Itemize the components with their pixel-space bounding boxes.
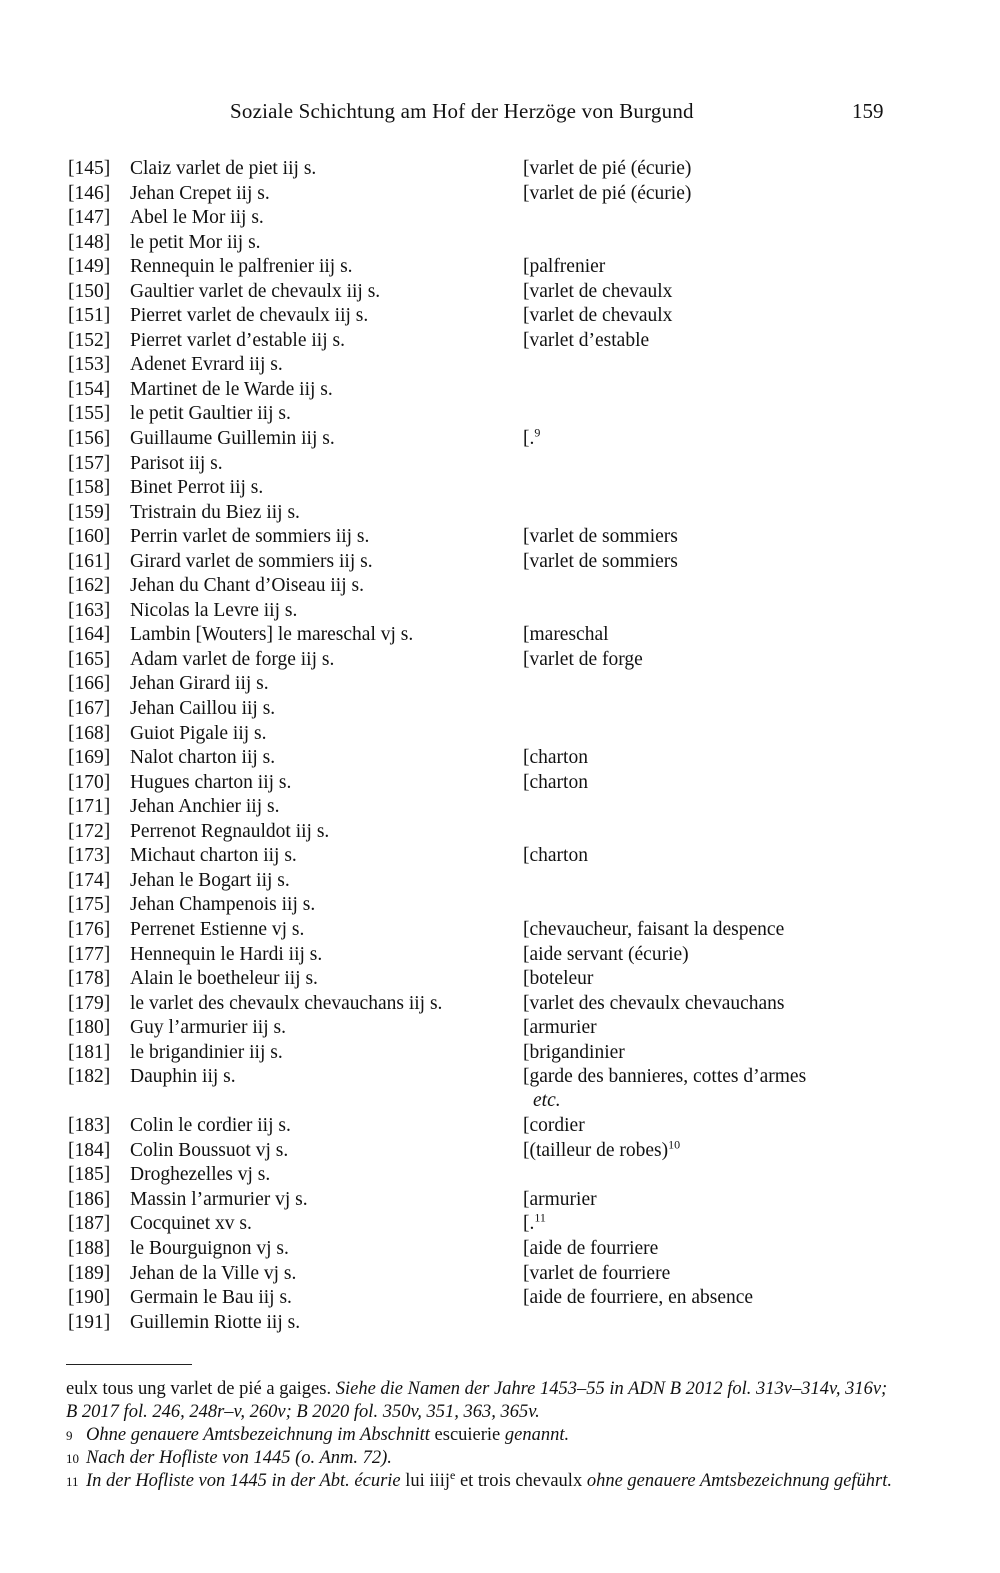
entry-row — [68, 820, 948, 845]
entry-function — [523, 771, 923, 795]
footnote-ref: 9 — [534, 425, 541, 440]
entry-name: Adam varlet de forge iij s. — [130, 648, 335, 670]
entry-row — [68, 992, 948, 1017]
entry-row — [68, 353, 948, 378]
entry-function-text: [varlet des chevaulx chevauchans — [523, 992, 785, 1014]
entry-row — [68, 427, 948, 452]
entry-row — [68, 476, 948, 501]
entry-number: [149] — [68, 256, 111, 278]
entry-function-text: [aide de fourriere — [523, 1237, 659, 1259]
entry-row — [68, 525, 948, 550]
footnote-9 — [66, 1424, 896, 1447]
entry-number: [179] — [68, 992, 111, 1014]
entry-row — [68, 182, 948, 207]
entry-number: [177] — [68, 943, 111, 965]
entry-function — [523, 550, 923, 574]
entry-function — [523, 623, 923, 647]
footnote-9-text-b: escuierie — [434, 1425, 501, 1445]
footnote-continuation-text: eulx tous ung varlet de pié a gaiges. — [66, 1379, 332, 1399]
entry-number: [167] — [68, 698, 111, 720]
entry-number: [151] — [68, 305, 111, 327]
entry-row — [68, 771, 948, 796]
entry-number: [173] — [68, 845, 111, 867]
entry-name: Nalot charton iij s. — [130, 747, 276, 769]
entry-name: Jehan Champenois iij s. — [130, 894, 316, 916]
entry-number: [189] — [68, 1262, 111, 1284]
page-header — [0, 99, 1000, 129]
entry-name: Gaultier varlet de chevaulx iij s. — [130, 280, 381, 302]
footnote-11-text-c: lui iiij — [405, 1471, 450, 1491]
entry-name: Jehan Caillou iij s. — [130, 698, 276, 720]
entry-row — [68, 599, 948, 624]
entry-name: le petit Gaultier iij s. — [130, 403, 291, 425]
entry-number: [175] — [68, 894, 111, 916]
entry-row — [68, 206, 948, 231]
entry-function — [523, 280, 923, 304]
entry-row — [68, 1286, 948, 1311]
footnote-11-mark: 11 — [66, 1474, 79, 1489]
entry-name: Perrenet Estienne vj s. — [130, 918, 305, 940]
entry-function-text: [cordier — [523, 1115, 585, 1137]
entry-function-text: [varlet de fourriere — [523, 1262, 671, 1284]
footnote-10-mark: 10 — [66, 1451, 79, 1466]
entry-name: Guillemin Riotte iij s. — [130, 1311, 301, 1333]
entry-name: Guiot Pigale iij s. — [130, 722, 267, 744]
footnote-10-text: Nach der Hofliste von 1445 (o. Anm. 72). — [86, 1448, 392, 1468]
entry-number: [176] — [68, 918, 111, 940]
entry-function — [523, 329, 923, 353]
entry-name: le petit Mor iij s. — [130, 231, 261, 253]
entry-name: Tristrain du Biez iij s. — [130, 501, 300, 523]
entry-list — [68, 157, 948, 1335]
entry-function — [523, 525, 923, 549]
entry-name: le Bourguignon vj s. — [130, 1237, 289, 1259]
entry-name: le varlet des chevaulx chevauchans iij s. — [130, 992, 443, 1014]
entry-name: Guillaume Guillemin iij s. — [130, 428, 335, 450]
footnotes — [66, 1378, 896, 1493]
entry-function-text: [chevaucheur, faisant la despence — [523, 918, 785, 940]
footnote-9-mark: 9 — [66, 1428, 73, 1443]
entry-number: [150] — [68, 280, 111, 302]
entry-row — [68, 844, 948, 869]
entry-row — [68, 746, 948, 771]
entry-row — [68, 623, 948, 648]
entry-number: [190] — [68, 1287, 111, 1309]
footnote-9-text-a: Ohne genauere Amtsbezeichnung im Abschnitt — [86, 1425, 430, 1445]
entry-row — [68, 672, 948, 697]
entry-function-text: [aide de fourriere, en absence — [523, 1287, 754, 1309]
entry-function — [523, 1016, 923, 1040]
entry-row — [68, 157, 948, 182]
footnote-11-sup: e — [449, 1467, 456, 1482]
entry-name: Girard varlet de sommiers iij s. — [130, 550, 373, 572]
entry-number: [183] — [68, 1115, 111, 1137]
footnote-rule — [66, 1364, 192, 1365]
entry-function-text: [garde des bannieres, cottes d’armes — [523, 1066, 807, 1088]
entry-row — [68, 1114, 948, 1139]
entry-row — [68, 574, 948, 599]
footnote-10 — [66, 1447, 896, 1470]
entry-name: Pierret varlet de chevaulx iij s. — [130, 305, 369, 327]
entry-function — [523, 157, 923, 181]
entry-function-text: [(tailleur de robes) — [523, 1139, 669, 1161]
entry-name: Jehan Anchier iij s. — [130, 796, 280, 818]
entry-row — [68, 1041, 948, 1066]
entry-name: Abel le Mor iij s. — [130, 207, 264, 229]
entry-name: Colin le cordier iij s. — [130, 1115, 291, 1137]
footnote-continuation-italic: Siehe die Namen der Jahre 1453–55 in ADN B 2012 fol. 313v–314v, 316v; B 2017 fol. 246, 248r–v, 260v; B 2020 fol. 350v, 351, 363, 365v. — [66, 1379, 888, 1422]
entry-function-text: [palfrenier — [523, 256, 606, 278]
footnote-11 — [66, 1467, 896, 1493]
entry-number: [158] — [68, 477, 111, 499]
entry-function — [523, 992, 923, 1016]
entry-row — [68, 1139, 948, 1164]
entry-function — [523, 746, 923, 770]
entry-number: [188] — [68, 1237, 111, 1259]
entry-function-text: [armurier — [523, 1188, 597, 1210]
entry-number: [178] — [68, 968, 111, 990]
entry-row — [68, 722, 948, 747]
entry-name: Germain le Bau iij s. — [130, 1287, 292, 1309]
entry-number: [164] — [68, 624, 111, 646]
entry-name: Perrenot Regnauldot iij s. — [130, 820, 330, 842]
footnote-continuation — [66, 1378, 896, 1424]
entry-row — [68, 255, 948, 280]
entry-function-text: [mareschal — [523, 624, 609, 646]
footnote-ref: 11 — [534, 1210, 546, 1225]
entry-number: [174] — [68, 869, 111, 891]
entry-function — [523, 1041, 923, 1065]
entry-row — [68, 795, 948, 820]
entry-number: [156] — [68, 428, 111, 450]
entry-name: le brigandinier iij s. — [130, 1041, 283, 1063]
entry-name: Jehan Girard iij s. — [130, 673, 269, 695]
entry-name: Colin Boussuot vj s. — [130, 1139, 289, 1161]
entry-row — [68, 943, 948, 968]
entry-function-text: [brigandinier — [523, 1041, 625, 1063]
footnote-11-text-d: et trois chevaulx — [459, 1471, 583, 1491]
entry-function-continuation: etc. — [533, 1090, 561, 1112]
entry-function-text: [varlet de chevaulx — [523, 305, 673, 327]
entry-function-text: [. — [523, 428, 535, 450]
footnote-9-text-c: genannt. — [504, 1425, 570, 1445]
entry-function — [523, 943, 923, 967]
entry-row — [68, 501, 948, 526]
entry-function-text: [charton — [523, 747, 588, 769]
entry-function — [523, 1114, 923, 1138]
entry-row — [68, 918, 948, 943]
entry-row — [68, 1188, 948, 1213]
entry-row — [68, 869, 948, 894]
entry-number: [160] — [68, 526, 111, 548]
entry-function — [523, 1188, 923, 1212]
entry-name: Jehan Crepet iij s. — [130, 182, 270, 204]
entry-name: Cocquinet xv s. — [130, 1213, 252, 1235]
entry-row — [68, 1016, 948, 1041]
entry-number: [146] — [68, 182, 111, 204]
entry-function — [523, 648, 923, 672]
entry-name: Alain le boetheleur iij s. — [130, 968, 318, 990]
entry-number: [165] — [68, 648, 111, 670]
entry-function — [523, 255, 923, 279]
entry-row — [68, 893, 948, 918]
entry-row — [68, 967, 948, 992]
footnote-ref: 10 — [668, 1137, 681, 1152]
entry-name: Dauphin iij s. — [130, 1066, 236, 1088]
page-number: 159 — [852, 99, 884, 123]
entry-name: Adenet Evrard iij s. — [130, 354, 283, 376]
entry-function — [523, 182, 923, 206]
entry-function-text: [varlet de pié (écurie) — [523, 158, 692, 179]
entry-number: [155] — [68, 403, 111, 425]
entry-number: [169] — [68, 747, 111, 769]
entry-function — [523, 967, 923, 991]
entry-function — [523, 918, 923, 942]
entry-name: Hennequin le Hardi iij s. — [130, 943, 323, 965]
entry-number: [147] — [68, 207, 111, 229]
entry-number: [180] — [68, 1017, 111, 1039]
entry-row — [68, 697, 948, 722]
entry-function-text: [varlet d’estable — [523, 329, 650, 351]
entry-number: [182] — [68, 1066, 111, 1088]
entry-function-text: [aide servant (écurie) — [523, 943, 689, 965]
entry-function — [523, 1139, 923, 1163]
entry-function-text: [varlet de forge — [523, 648, 643, 670]
entry-function — [523, 304, 923, 328]
entry-name: Guy l’armurier iij s. — [130, 1017, 286, 1039]
entry-number: [168] — [68, 722, 111, 744]
entry-number: [163] — [68, 599, 111, 621]
entry-name: Jehan de la Ville vj s. — [130, 1262, 297, 1284]
entry-name: Pierret varlet d’estable iij s. — [130, 329, 345, 351]
entry-name: Perrin varlet de sommiers iij s. — [130, 526, 370, 548]
entry-name: Parisot iij s. — [130, 452, 223, 474]
entry-function — [523, 427, 923, 451]
entry-row — [68, 1262, 948, 1287]
entry-name: Hugues charton iij s. — [130, 771, 292, 793]
entry-function — [523, 1262, 923, 1286]
entry-row — [68, 402, 948, 427]
entry-number: [166] — [68, 673, 111, 695]
entry-number: [185] — [68, 1164, 111, 1186]
footnote-11-text-b: écurie — [354, 1471, 401, 1491]
entry-row — [68, 1163, 948, 1188]
entry-row — [68, 648, 948, 673]
entry-row — [68, 452, 948, 477]
entry-number: [186] — [68, 1188, 111, 1210]
footnote-11-text-a: In der Hofliste von 1445 in der Abt. — [86, 1471, 350, 1491]
entry-name: Michaut charton iij s. — [130, 845, 297, 867]
entry-row — [68, 280, 948, 305]
entry-number: [170] — [68, 771, 111, 793]
entry-function-text: [charton — [523, 845, 588, 867]
entry-row — [68, 1311, 948, 1336]
entry-function-text: [armurier — [523, 1017, 597, 1039]
entry-name: Binet Perrot iij s. — [130, 477, 264, 499]
entry-function-text: [varlet de sommiers — [523, 526, 678, 548]
entry-function-text: [varlet de chevaulx — [523, 280, 673, 302]
entry-function — [523, 1237, 923, 1261]
entry-number: [162] — [68, 575, 111, 597]
entry-name: Jehan le Bogart iij s. — [130, 869, 290, 891]
entry-number: [187] — [68, 1213, 111, 1235]
entry-number: [148] — [68, 231, 111, 253]
entry-name: Lambin [Wouters] le mareschal vj s. — [130, 624, 414, 646]
entry-number: [154] — [68, 378, 111, 400]
entry-number: [159] — [68, 501, 111, 523]
entry-row — [68, 231, 948, 256]
entry-function-text: [boteleur — [523, 968, 594, 990]
entry-function — [523, 1286, 923, 1310]
entry-number: [184] — [68, 1139, 111, 1161]
entry-number: [152] — [68, 329, 111, 351]
entry-function — [523, 1212, 923, 1236]
entry-row — [68, 1212, 948, 1237]
entry-row — [68, 304, 948, 329]
entry-function-text: [. — [523, 1213, 535, 1235]
entry-number: [153] — [68, 354, 111, 376]
entry-row — [68, 329, 948, 354]
entry-number: [171] — [68, 796, 111, 818]
entry-number: [161] — [68, 550, 111, 572]
entry-number: [145] — [68, 158, 111, 179]
entry-name: Claiz varlet de piet iij s. — [130, 158, 317, 179]
entry-row — [68, 1237, 948, 1262]
running-head: Soziale Schichtung am Hof der Herzöge von Burgund — [230, 99, 694, 123]
entry-name: Martinet de le Warde iij s. — [130, 378, 333, 400]
entry-number: [181] — [68, 1041, 111, 1063]
entry-name: Massin l’armurier vj s. — [130, 1188, 308, 1210]
footnote-11-text-e: ohne genauere Amtsbezeichnung geführt. — [586, 1471, 893, 1491]
entry-function-text: [varlet de pié (écurie) — [523, 182, 692, 204]
entry-function-text: [varlet de sommiers — [523, 550, 678, 572]
entry-row — [68, 550, 948, 575]
entry-number: [157] — [68, 452, 111, 474]
entry-number: [172] — [68, 820, 111, 842]
entry-number: [191] — [68, 1311, 111, 1333]
entry-function — [523, 1065, 923, 1113]
entry-name: Jehan du Chant d’Oiseau iij s. — [130, 575, 364, 597]
entry-name: Droghezelles vj s. — [130, 1164, 271, 1186]
entry-name: Rennequin le palfrenier iij s. — [130, 256, 353, 278]
entry-row — [68, 378, 948, 403]
entry-function — [523, 844, 923, 868]
entry-name: Nicolas la Levre iij s. — [130, 599, 298, 621]
entry-function-text: [charton — [523, 771, 588, 793]
entry-row — [68, 1065, 948, 1114]
